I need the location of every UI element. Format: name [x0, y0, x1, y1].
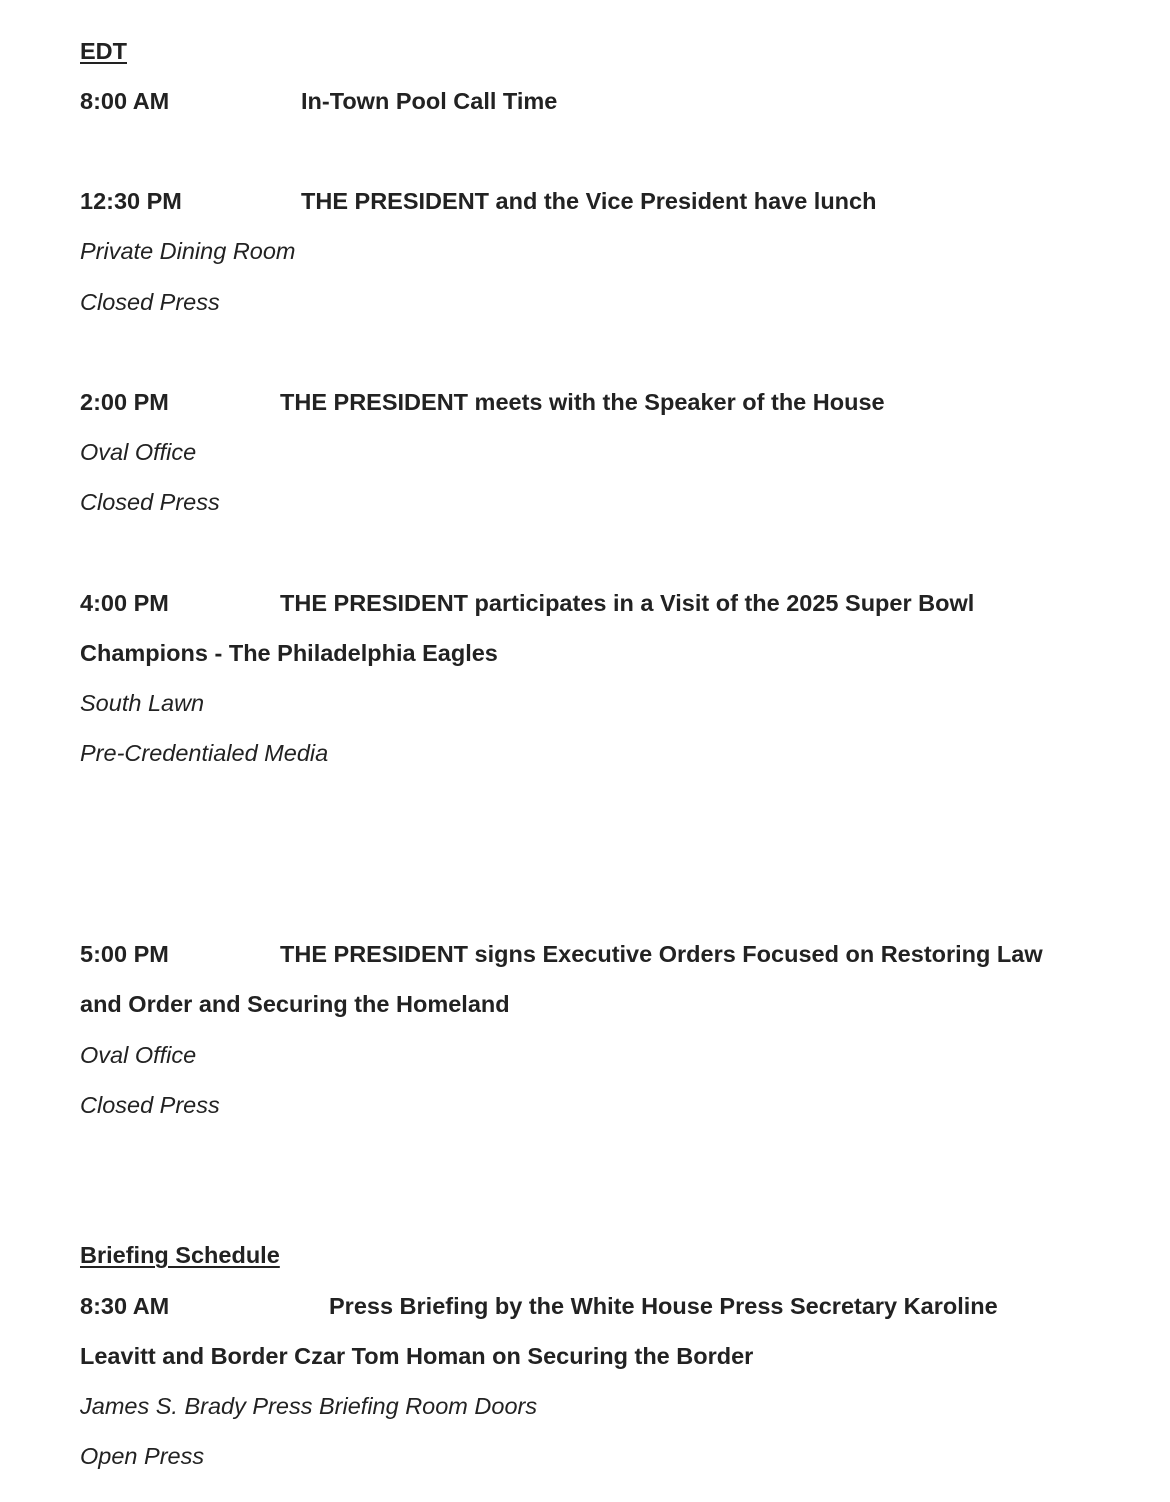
event-title: THE PRESIDENT participates in a Visit of the 2025 Super Bowl: [280, 590, 975, 616]
event-title-continued: and Order and Securing the Homeland: [80, 991, 510, 1017]
timezone-heading: EDT: [80, 38, 127, 64]
event-title-continued: Champions - The Philadelphia Eagles: [80, 640, 498, 666]
event-time: 12:30 PM: [80, 188, 182, 214]
event-time: 4:00 PM: [80, 590, 169, 616]
briefing-heading: Briefing Schedule: [80, 1242, 280, 1268]
event-press: Closed Press: [80, 289, 220, 315]
event-time: 2:00 PM: [80, 389, 169, 415]
event-row: [80, 187, 876, 215]
event-press: Closed Press: [80, 489, 220, 515]
event-title: THE PRESIDENT meets with the Speaker of the House: [280, 389, 885, 415]
event-title: THE PRESIDENT and the Vice President have lunch: [301, 188, 877, 214]
event-row: [80, 940, 1043, 968]
briefing-location: James S. Brady Press Briefing Room Doors: [80, 1393, 538, 1419]
event-location: Private Dining Room: [80, 238, 296, 264]
briefing-time: 8:30 AM: [80, 1293, 170, 1319]
event-press: Pre-Credentialed Media: [80, 740, 329, 766]
briefing-row: [80, 1292, 998, 1320]
event-title: THE PRESIDENT signs Executive Orders Focused on Restoring Law: [280, 941, 1043, 967]
event-title: In-Town Pool Call Time: [301, 88, 558, 114]
event-time: 8:00 AM: [80, 88, 170, 114]
event-row: [80, 589, 974, 617]
event-row: [80, 388, 885, 416]
event-press: Closed Press: [80, 1092, 220, 1118]
event-location: Oval Office: [80, 1042, 197, 1068]
event-location: South Lawn: [80, 690, 205, 716]
event-time: 5:00 PM: [80, 941, 169, 967]
briefing-title-continued: Leavitt and Border Czar Tom Homan on Securing the Border: [80, 1343, 754, 1369]
event-location: Oval Office: [80, 439, 197, 465]
event-row: [80, 87, 557, 115]
briefing-press: Open Press: [80, 1443, 205, 1469]
briefing-title: Press Briefing by the White House Press Secretary Karoline: [329, 1293, 998, 1319]
